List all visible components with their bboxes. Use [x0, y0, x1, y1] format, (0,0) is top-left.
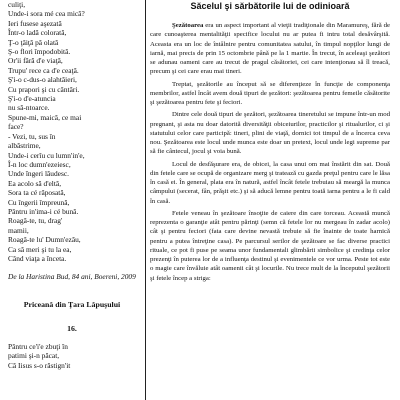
poem-line: Sora ta cé răposată, [8, 188, 66, 198]
poem-verses-top [8, 0, 136, 263]
article-paragraph [150, 80, 390, 108]
paragraph-lead-word: Şezătoarea [172, 22, 204, 29]
poem-line: Unde-i sora mé cea mică? [8, 9, 85, 19]
poem-line: patimi şi-n păcat, [8, 351, 60, 361]
song-number: 16. [67, 323, 77, 333]
poem-line: Trupu' rece ca d'e ceaţă. [8, 65, 79, 75]
article-title: Săcelul şi sărbătorile lui de odinioară [190, 1, 350, 11]
poem-line: Ea acolo să d'eltă, [8, 178, 62, 188]
poem-line: Ca să meri şi tu la ea, [8, 244, 72, 254]
poem-line: Or'ii fără d'e viaţă, [8, 56, 63, 66]
poem-line: Unde-i cerîu cu lumn'in'e, [8, 150, 85, 160]
poem-line: Cu prapori şi cu cântări. [8, 84, 80, 94]
poem-line: - Vezi, tu, sus în [8, 131, 56, 141]
poem-line: Unde îngeri lăudesc. [8, 169, 69, 179]
poem-line: Ieri fusese aşezată [8, 18, 62, 28]
paragraph-text: Fetele veneau în şezătoare însoţite de caiere din care torceau. Această muncă reprezenta o garanţie atât pentru părinţi (semn că fetele lor nu mergeau în zadar acolo) cât şi pentru feciori (fata care devine nevastă trebuie să fie înainte de toate harnică pentru a putea întreţine casa). Pe parcursul serilor de şezătoare se fac diverse practici rituale, ce pot fi puse pe seama unor fundamentali glimbării simbolice şi credinţa celor prezenţi în puterea lor de a influenţa destinul şi evenimentele ce vor urma. Peste tot este o magie care învăluie atât oamenii cât şi locurile. Nu trece mult de la începutul şezătorii şi fetele încep a striga: [150, 209, 390, 282]
poem-line: Roagă-te lu' Dumn'ezău, [8, 235, 81, 245]
article-paragraph [150, 21, 390, 77]
right-column [150, 0, 390, 400]
paragraph-text: era un aspect important al vieţii tradiţionale din Maramureş, fără de care cunoaşterea mentalităţii specifice locului nu ar putea fi intru total desăvârşită. Aceasta era un loc de întâlnire pentru comunitatea satului, în timpul nopţilor lungi de iarnă, mai precis de prin 15 octombrie până pe la 1 martie. În trecut, în aceleaşi şezători se adunau oameni care au trecut de pragul căsătoriei, cei care intenţionau să îl treacă, precum şi cei care erau mai tineri. [150, 22, 390, 76]
poem-line: Spune-mi, maică, ce mai [8, 112, 82, 122]
paragraph-text: Treptat, şezătorile au început să se diferenţieze în funcţie de componenţa membrilor, astfel încât avem două tipuri de şezători: şezătoarea pentru femeile căsătorite şi şezătoarea pentru fete şi feciori. [150, 80, 390, 106]
poem-line: Pântru in'ima-i cé bună. [8, 206, 79, 216]
paragraph-text: Dintre cele două tipuri de şezători, şezătoarea tineretului se impune într-un mod pregnant, şi asta nu doar datorită diversităţii obiceiurilor, practicilor şi ritualurilor, ci şi statutului celor care participă: tineri, plini de viaţă, dornici tot timpul de a încerca ceva nou. Şezătoarea este locul unde munca este doar un pretext, locul unde legi supreme par să fie cântecul, jocul şi voia bună. [150, 111, 390, 156]
poem-line: Ş-o flori împodobită. [8, 47, 71, 57]
poem-line: Î-n loc dumn'ezeiesc, [8, 159, 71, 169]
poem-line: mamii, [8, 225, 29, 235]
poem-line: Într-o ladă colorată, [8, 28, 67, 38]
left-column [8, 0, 136, 400]
poem-line: Roagă-te, tu, drag' [8, 216, 63, 226]
poem-line: culiţi, [8, 0, 26, 9]
article-body [150, 21, 390, 283]
poem-line: Ţ-o ţâiţă pă olată [8, 37, 59, 47]
article-paragraph [150, 110, 390, 156]
poem-verses-bottom [8, 342, 136, 370]
poem-line: albăstrime, [8, 141, 41, 151]
poem-attribution: De la Haristina Bud, 84 ani, Boereni, 2009 [8, 272, 136, 282]
column-divider [145, 0, 146, 400]
poem-line: Ş'i-o d'e-atuncia [8, 94, 56, 104]
poem-line: Cu îngerii împreună, [8, 197, 70, 207]
article-paragraph [150, 160, 390, 206]
poem-line: nu să-ntoarce. [8, 103, 50, 113]
poem-line: Ş'i-o c-dus-o alahtăieri, [8, 75, 77, 85]
poem-line: face? [8, 122, 24, 132]
poem-line: Pântru ce'i'e zbuţi în [8, 341, 68, 351]
song-title: Priceană din Ţara Lăpuşului [23, 299, 121, 309]
article-paragraph [150, 209, 390, 283]
paragraph-text: Locul de desfăşurare era, de obicei, la casa unui om mai înstărit din sat. Două din fetele care se ocupă de organizare merg şi tratează cu gazda preţul pentru care le lăsa în casă ei. În general, plata era în natură, astfel încât fetele trebuiau să meargă la munca câmpului (secerat, fân, prăşit etc.) şi să aducă lemne pentru toată iarna pentru a le fi cald în casă. [150, 160, 390, 205]
poem-line: Că Iisus s-o răstign'it [8, 360, 71, 370]
poem-line: Când viaţa a înceta. [8, 253, 67, 263]
